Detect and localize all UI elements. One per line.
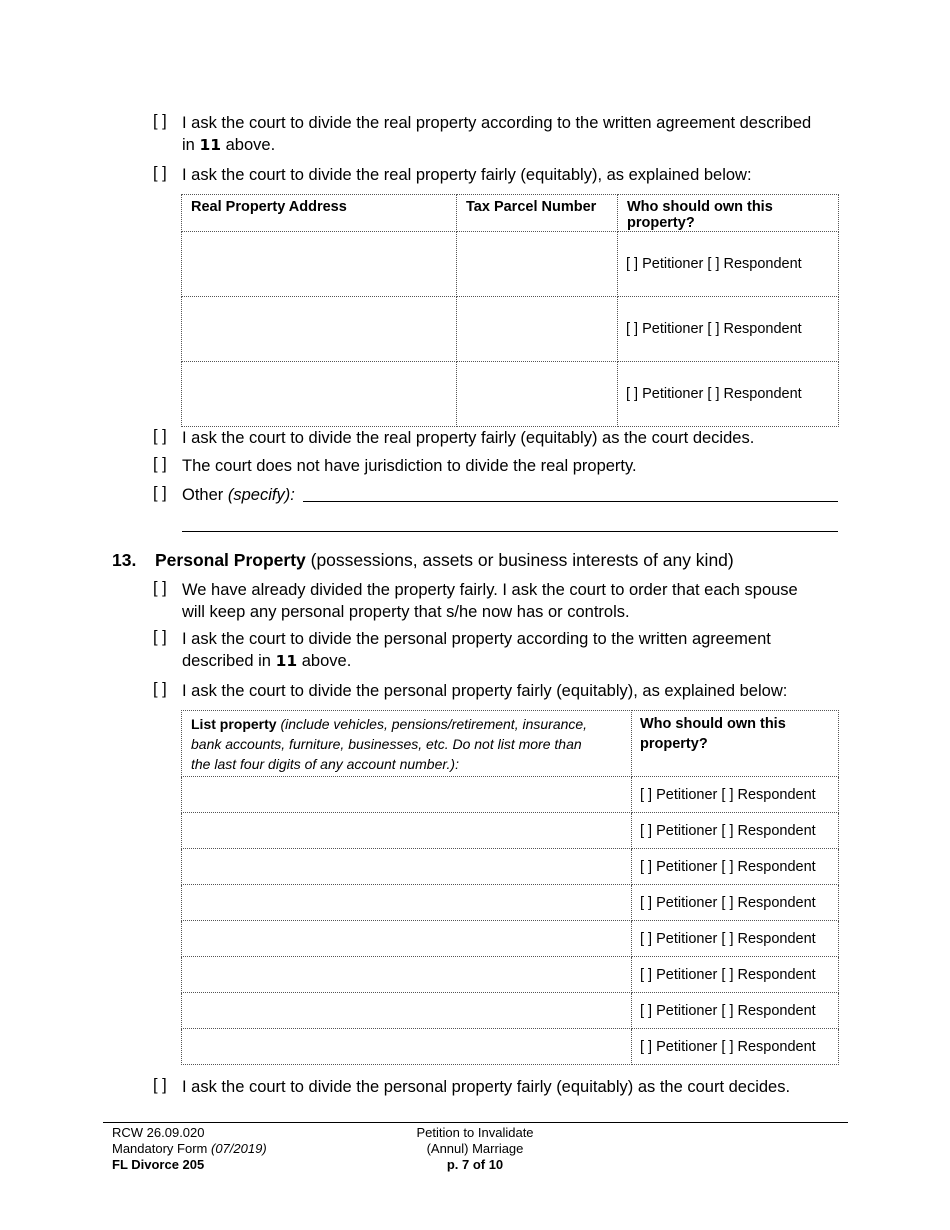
owner-choice[interactable]: [ ] Petitioner [ ] Respondent: [632, 993, 839, 1029]
address-cell[interactable]: [182, 232, 457, 297]
owner-choice[interactable]: [ ] Petitioner [ ] Respondent: [618, 297, 839, 362]
header-who-should-own: Who should own this property?: [618, 195, 839, 232]
footer-mandatory: [112, 1141, 267, 1157]
table-row: [182, 921, 839, 957]
owner-choice[interactable]: [ ] Petitioner [ ] Respondent: [618, 362, 839, 427]
footer-divider: [103, 1122, 848, 1123]
header-list-property: [182, 711, 632, 777]
other-option: [182, 484, 295, 506]
table-row: [182, 1029, 839, 1065]
section-number: 13.: [112, 550, 137, 570]
property-cell[interactable]: [182, 813, 632, 849]
no-jurisdiction-option: The court does not have jurisdiction to divide the real property.: [182, 457, 637, 475]
table-row: [182, 849, 839, 885]
already-divided-text-2: will keep any personal property that s/he now has or controls.: [182, 603, 630, 621]
real-court-decides-option: I ask the court to divide the real property fairly (equitably) as the court decides.: [182, 429, 755, 447]
parcel-cell[interactable]: [457, 232, 618, 297]
table-row: [182, 885, 839, 921]
owner-choice[interactable]: [ ] Petitioner [ ] Respondent: [618, 232, 839, 297]
checkbox-other[interactable]: [ ]: [153, 484, 167, 502]
real-fairly-option: I ask the court to divide the real property fairly (equitably), as explained below:: [182, 166, 752, 184]
list-property-note-2: bank accounts, furniture, businesses, etc. Do not list more than: [191, 736, 582, 752]
owner-choice[interactable]: [ ] Petitioner [ ] Respondent: [632, 777, 839, 813]
owner-choice[interactable]: [ ] Petitioner [ ] Respondent: [632, 921, 839, 957]
table-row: [182, 993, 839, 1029]
owner-choice[interactable]: [ ] Petitioner [ ] Respondent: [632, 849, 839, 885]
property-cell[interactable]: [182, 849, 632, 885]
owner-choice[interactable]: [ ] Petitioner [ ] Respondent: [632, 885, 839, 921]
footer-mandatory-date: (07/2019): [211, 1141, 267, 1156]
already-divided-text-1: We have already divided the property fairly. I ask the court to order that each spouse: [182, 581, 798, 599]
checkbox-no-jurisdiction[interactable]: [ ]: [153, 455, 167, 473]
footer-title-1: Petition to Invalidate: [416, 1125, 534, 1140]
owner-choice[interactable]: [ ] Petitioner [ ] Respondent: [632, 957, 839, 993]
real-agreement-text: I ask the court to divide the real property according to the written agreement described: [182, 114, 812, 132]
already-divided-option: [182, 579, 798, 623]
section-13-heading: [112, 548, 136, 572]
section-13-title-line: [155, 548, 734, 572]
other-label: Other: [182, 486, 224, 504]
parcel-cell[interactable]: [457, 297, 618, 362]
parcel-cell[interactable]: [457, 362, 618, 427]
personal-agreement-above: above.: [301, 652, 352, 670]
checkbox-real-court-decides[interactable]: [ ]: [153, 427, 167, 445]
property-cell[interactable]: [182, 921, 632, 957]
table-row: [182, 232, 839, 297]
personal-court-decides-option: I ask the court to divide the personal property fairly (equitably) as the court decides.: [182, 1078, 791, 1096]
personal-agreement-option: [182, 628, 771, 672]
property-cell[interactable]: [182, 1029, 632, 1065]
property-cell[interactable]: [182, 993, 632, 1029]
footer-mandatory-label: Mandatory Form: [112, 1141, 208, 1156]
owner-choice[interactable]: [ ] Petitioner [ ] Respondent: [632, 813, 839, 849]
checkbox-personal-court-decides[interactable]: [ ]: [153, 1076, 167, 1094]
table-row: [182, 777, 839, 813]
personal-fairly-option: I ask the court to divide the personal property fairly (equitably), as explained below:: [182, 682, 788, 700]
footer-title-2: (Annul) Marriage: [426, 1141, 524, 1156]
other-specify-line-1[interactable]: [303, 500, 838, 502]
real-agreement-option: [182, 112, 811, 156]
list-property-note-1: (include vehicles, pensions/retirement, insurance,: [280, 716, 588, 732]
property-cell[interactable]: [182, 957, 632, 993]
owner-header-line-2: property?: [640, 736, 708, 752]
owner-choice[interactable]: [ ] Petitioner [ ] Respondent: [632, 1029, 839, 1065]
property-cell[interactable]: [182, 885, 632, 921]
owner-header-line-1: Who should own this: [640, 716, 786, 732]
footer-page: p. 7 of 10: [446, 1157, 504, 1172]
table-row: [182, 362, 839, 427]
list-property-note-3: the last four digits of any account number.):: [191, 756, 459, 772]
checkbox-already-divided[interactable]: [ ]: [153, 579, 167, 597]
real-property-table: [181, 194, 839, 427]
header-tax-parcel-number: Tax Parcel Number: [457, 195, 618, 232]
checkbox-personal-fairly[interactable]: [ ]: [153, 680, 167, 698]
address-cell[interactable]: [182, 362, 457, 427]
personal-agreement-text-1: I ask the court to divide the personal property according to the written agreement: [182, 630, 771, 648]
section-ref-11: 11: [199, 136, 222, 154]
personal-agreement-described: described in: [182, 652, 271, 670]
header-who-should-own-personal: [632, 711, 839, 777]
header-real-property-address: Real Property Address: [182, 195, 457, 232]
property-cell[interactable]: [182, 777, 632, 813]
checkbox-real-agreement[interactable]: [ ]: [153, 112, 167, 130]
address-cell[interactable]: [182, 297, 457, 362]
table-row: [182, 957, 839, 993]
section-ref-11: 11: [275, 652, 298, 670]
personal-property-table: [181, 710, 839, 1065]
footer-rcw: RCW 26.09.020: [112, 1125, 205, 1140]
footer-center: [375, 1125, 575, 1173]
list-property-label: List property: [191, 716, 277, 732]
real-agreement-above: above.: [225, 136, 276, 154]
section-title: Personal Property: [155, 550, 306, 570]
footer-left: [112, 1125, 267, 1173]
section-subtitle: (possessions, assets or business interests of any kind): [310, 550, 734, 570]
specify-label: (specify):: [227, 486, 295, 504]
other-specify-line-2[interactable]: [182, 530, 838, 532]
table-row: [182, 813, 839, 849]
checkbox-personal-agreement[interactable]: [ ]: [153, 628, 167, 646]
table-row: [182, 297, 839, 362]
footer-form-id: FL Divorce 205: [112, 1157, 205, 1172]
real-agreement-in: in: [182, 136, 195, 154]
checkbox-real-fairly[interactable]: [ ]: [153, 164, 167, 182]
